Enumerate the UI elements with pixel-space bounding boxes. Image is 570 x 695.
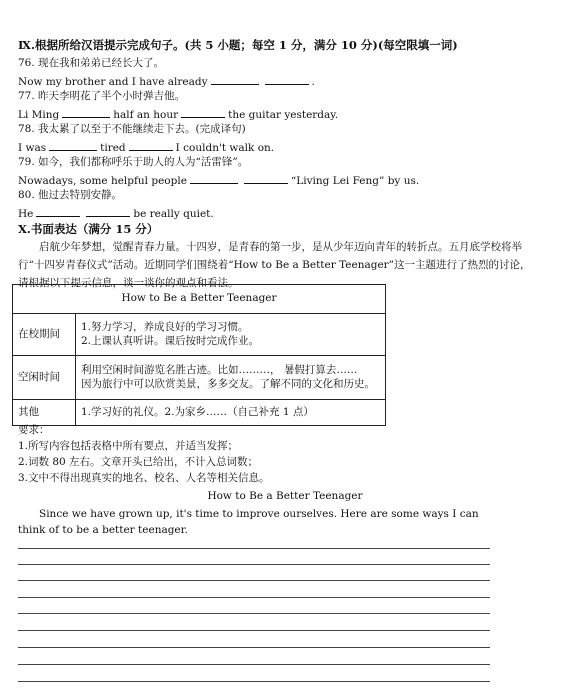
row-label-school: 在校期间 bbox=[13, 314, 76, 356]
writing-line[interactable] bbox=[18, 564, 490, 565]
q78-en: I was tired I couldn't walk on. bbox=[18, 142, 275, 154]
q79-en: Nowadays, some helpful people “Living Lei Feng” by us. bbox=[18, 175, 420, 187]
q77-en: Li Ming half an hour the guitar yesterday. bbox=[18, 109, 339, 121]
row-label-other: 其他 bbox=[13, 400, 76, 426]
table-row bbox=[13, 400, 386, 426]
row-content-other: 1.学习好的礼仪。2.为家乡……（自己补充 1 点） bbox=[76, 400, 386, 426]
table-row bbox=[13, 314, 386, 356]
section-10-title: X.书面表达（满分 15 分） bbox=[18, 222, 159, 236]
writing-line[interactable] bbox=[18, 580, 490, 581]
q78-cn: 78. 我太累了以至于不能继续走下去。(完成译句) bbox=[18, 123, 246, 135]
writing-line[interactable] bbox=[18, 597, 490, 598]
q76-blank-1[interactable] bbox=[211, 74, 259, 85]
row-content-free-time: 利用空闲时间游览名胜古迹。比如………， 暑假打算去…… 因为旅行中可以欣赏美景，多多交友。了解不同的文化和历史。 bbox=[76, 356, 386, 400]
q80-en: He be really quiet. bbox=[18, 208, 214, 220]
essay-opening: Since we have grown up, it's time to improve ourselves. Here are some ways I can think of to be a better teenager. bbox=[18, 508, 479, 536]
q78-blank-2[interactable] bbox=[129, 140, 173, 151]
writing-line[interactable] bbox=[18, 647, 490, 648]
essay-title: How to Be a Better Teenager bbox=[207, 490, 363, 502]
q79-cn: 79. 如今，我们都称呼乐于助人的人为“活雷锋”。 bbox=[18, 156, 249, 168]
q80-blank-1[interactable] bbox=[36, 206, 80, 217]
q77-cn: 77. 昨天李明花了半个小时弹吉他。 bbox=[18, 90, 186, 102]
q79-blank-1[interactable] bbox=[190, 173, 238, 184]
q80-cn: 80. 他过去特别安静。 bbox=[18, 189, 123, 201]
q78-blank-1[interactable] bbox=[49, 140, 97, 151]
q76-blank-2[interactable] bbox=[265, 74, 309, 85]
q76-cn: 76. 现在我和弟弟已经长大了。 bbox=[18, 57, 165, 69]
q77-blank-1[interactable] bbox=[62, 107, 110, 118]
requirements-title: 要求： bbox=[18, 424, 50, 436]
writing-line[interactable] bbox=[18, 681, 490, 682]
row-label-free-time: 空闲时间 bbox=[13, 356, 76, 400]
q80-blank-2[interactable] bbox=[86, 206, 130, 217]
q76-en: Now my brother and I have already . bbox=[18, 76, 315, 88]
requirement-3: 3.文中不得出现真实的地名、校名、人名等相关信息。 bbox=[18, 472, 270, 484]
writing-line[interactable] bbox=[18, 664, 490, 665]
writing-line[interactable] bbox=[18, 630, 490, 631]
row-content-school: 1.努力学习，养成良好的学习习惯。 2.上课认真听讲。课后按时完成作业。 bbox=[76, 314, 386, 356]
writing-line[interactable] bbox=[18, 548, 490, 549]
table-row bbox=[13, 356, 386, 400]
writing-intro: 启航少年梦想，觉醒青春力量。十四岁，是青春的第一步，是从少年迈向青年的转折点。五月底学校将举行“十四岁青春仪式”活动。近期同学们围绕着“How to Be a Better Teenager”这一主题进行了热烈的讨论，请根据以下提示信息，谈一谈你的观点和看法。 bbox=[18, 241, 531, 289]
requirement-1: 1.所写内容包括表格中所有要点，并适当发挥； bbox=[18, 440, 239, 452]
requirement-2: 2.词数 80 左右。文章开头已给出，不计入总词数； bbox=[18, 456, 259, 468]
outline-table bbox=[12, 284, 386, 426]
q79-blank-2[interactable] bbox=[244, 173, 288, 184]
writing-line[interactable] bbox=[18, 613, 490, 614]
q77-blank-2[interactable] bbox=[181, 107, 225, 118]
section-9-title: Ⅸ.根据所给汉语提示完成句子。(共 5 小题；每空 1 分，满分 10 分)(每空限填一词) bbox=[18, 38, 458, 52]
outline-table-header: How to Be a Better Teenager bbox=[13, 285, 386, 314]
